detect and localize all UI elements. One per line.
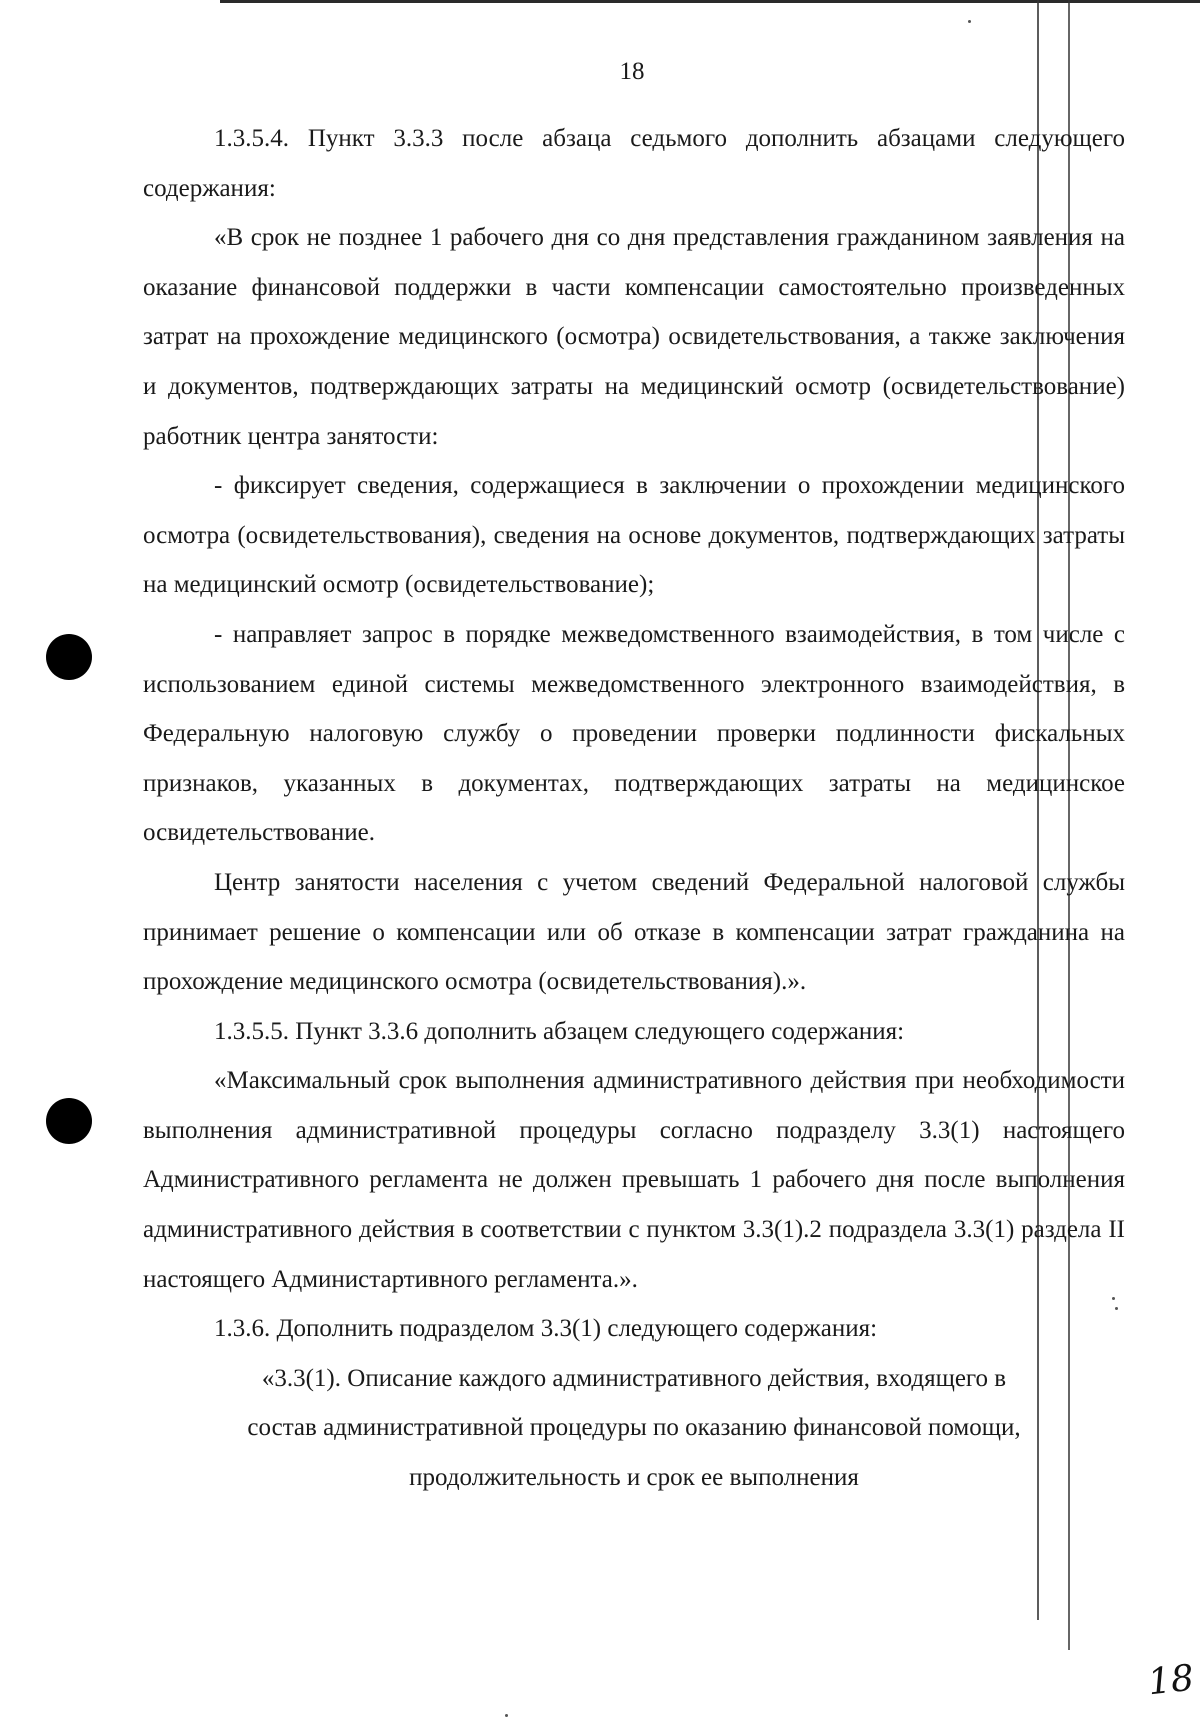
list-item-sends-request: - направляет запрос в порядке межведомственного взаимодействия, в том числе с использованием единой системы межведомственного электронного взаимодействия, в Федеральную налоговую службу о проведении проверки подлинности фискальных признаков, указанных в документах, подтверждающих затраты на медицинское освидетельствование. — [143, 620, 1125, 847]
paragraph-employment-center-decision: Центр занятости населения с учетом сведений Федеральной налоговой службы принимает решение о компенсации или об отказе в компенсации затрат гражданина на прохождение медицинского осмотра (освидетельствования).». — [143, 868, 1125, 996]
paragraph-compensation-deadline: «В срок не позднее 1 рабочего дня со дня представления гражданином заявления на оказание финансовой поддержки в части компенсации самостоятельно произведенных затрат на прохождение медицинского (осмотра) освидетельствования, а также заключения и документов, подтверждающих затраты на медицинский осмотр (освидетельствование) работник центра занятости: — [143, 224, 1125, 450]
list-item-records-data: - фиксирует сведения, содержащиеся в заключении о прохождении медицинского осмотра (освидетельствования), сведения на основе документов, подтверждающих затраты на медицинский осмотр (освидетельствование); — [143, 472, 1125, 599]
section-heading-line-3: продолжительность и срок ее выполнения — [409, 1464, 859, 1492]
scan-top-edge-line — [220, 0, 1200, 3]
scan-speck — [968, 20, 971, 23]
paragraph-item-1354: 1.3.5.4. Пункт 3.3.3 после абзаца седьмого дополнить абзацами следующего содержания: — [143, 125, 1125, 202]
paragraph-maximum-term: «Максимальный срок выполнения административного действия при необходимости выполнения административной процедуры согласно подразделу 3.3(1) настоящего Административного регламента не должен превышать 1 рабочего дня после выполнения административного действия в соответствии с пунктом 3.3(1).2 подраздела 3.3(1) раздела II настоящего Администартивного регламента.». — [143, 1067, 1125, 1293]
binder-punch-hole — [46, 634, 92, 680]
section-heading-line-1: «3.3(1). Описание каждого административного действия, входящего в — [261, 1364, 1007, 1392]
page-number: 18 — [619, 58, 645, 85]
section-heading-line-2: состав административной процедуры по оказанию финансовой помощи, — [247, 1414, 1021, 1442]
paragraph-item-1355: 1.3.5.5. Пункт 3.3.6 дополнить абзацем следующего содержания: — [214, 1017, 905, 1045]
handwritten-page-number: 18 — [1145, 1657, 1196, 1704]
paragraph-item-136: 1.3.6. Дополнить подразделом 3.3(1) следующего содержания: — [214, 1315, 878, 1343]
document-body — [143, 114, 1125, 1503]
binder-punch-hole — [46, 1098, 92, 1144]
